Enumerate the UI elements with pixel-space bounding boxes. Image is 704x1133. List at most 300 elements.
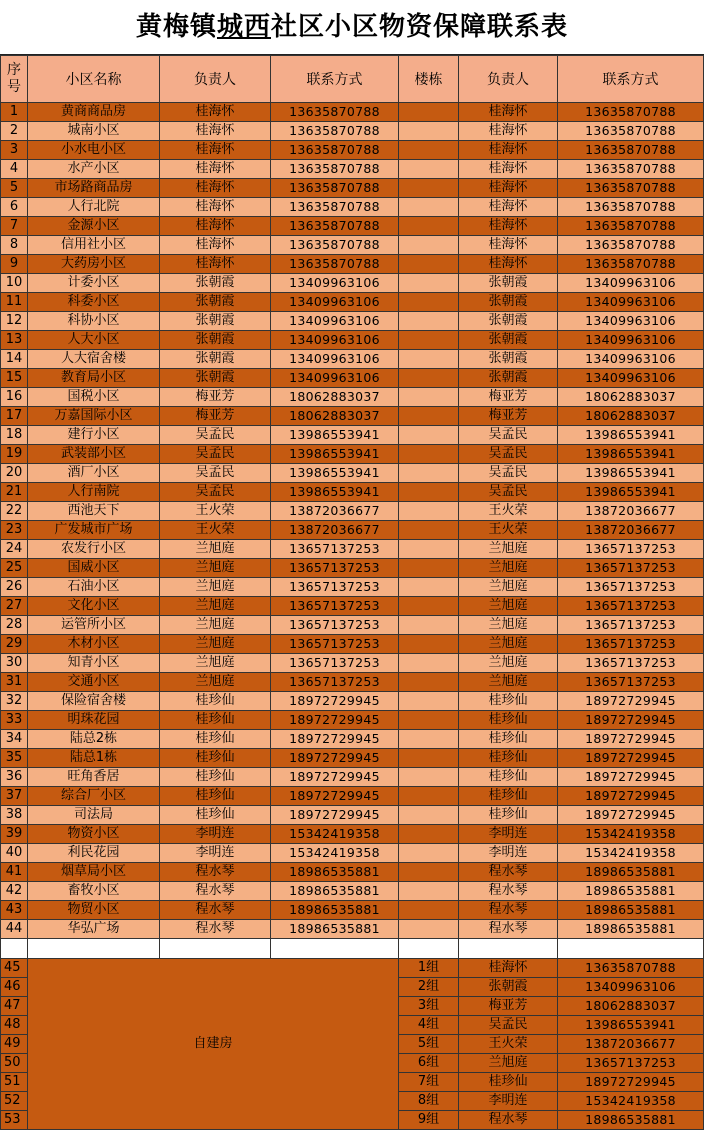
building bbox=[399, 407, 459, 426]
table-row bbox=[1, 141, 704, 160]
contact-phone: 13986553941 bbox=[271, 464, 399, 483]
row-number: 48 bbox=[1, 1016, 28, 1035]
building-person-in-charge: 张朝霞 bbox=[459, 274, 558, 293]
community-name: 陆总1栋 bbox=[28, 749, 160, 768]
contact-phone: 13409963106 bbox=[271, 274, 399, 293]
table-row bbox=[1, 901, 704, 920]
building-person-in-charge: 兰旭庭 bbox=[459, 540, 558, 559]
person-in-charge: 李明连 bbox=[160, 825, 271, 844]
building-contact-phone: 13657137253 bbox=[558, 635, 704, 654]
building bbox=[399, 483, 459, 502]
table-row bbox=[1, 426, 704, 445]
blank-cell bbox=[459, 939, 558, 959]
group-name: 4组 bbox=[399, 1016, 459, 1035]
community-name: 人大小区 bbox=[28, 331, 160, 350]
table-row bbox=[1, 749, 704, 768]
building-person-in-charge: 桂珍仙 bbox=[459, 768, 558, 787]
header-contact: 联系方式 bbox=[271, 56, 399, 103]
row-number: 25 bbox=[1, 559, 28, 578]
community-name: 石油小区 bbox=[28, 578, 160, 597]
row-number: 21 bbox=[1, 483, 28, 502]
building-contact-phone: 13635870788 bbox=[558, 122, 704, 141]
building bbox=[399, 635, 459, 654]
building-person-in-charge: 张朝霞 bbox=[459, 293, 558, 312]
contact-phone: 18986535881 bbox=[271, 863, 399, 882]
table-header-row bbox=[1, 56, 704, 103]
building-person-in-charge: 桂海怀 bbox=[459, 217, 558, 236]
person-in-charge: 桂珍仙 bbox=[160, 730, 271, 749]
community-name: 人行北院 bbox=[28, 198, 160, 217]
building bbox=[399, 445, 459, 464]
contact-phone: 18972729945 bbox=[271, 768, 399, 787]
building bbox=[399, 331, 459, 350]
row-number: 49 bbox=[1, 1035, 28, 1054]
row-number: 30 bbox=[1, 654, 28, 673]
community-name: 利民花园 bbox=[28, 844, 160, 863]
group-contact-phone: 13872036677 bbox=[558, 1035, 704, 1054]
building-contact-phone: 13635870788 bbox=[558, 179, 704, 198]
person-in-charge: 兰旭庭 bbox=[160, 578, 271, 597]
group-person-in-charge: 梅亚芳 bbox=[459, 997, 558, 1016]
community-name: 司法局 bbox=[28, 806, 160, 825]
building-contact-phone: 13657137253 bbox=[558, 559, 704, 578]
row-number: 27 bbox=[1, 597, 28, 616]
contact-phone: 13657137253 bbox=[271, 597, 399, 616]
table-row bbox=[1, 616, 704, 635]
table-row bbox=[1, 597, 704, 616]
table-row bbox=[1, 198, 704, 217]
contact-phone: 13409963106 bbox=[271, 331, 399, 350]
row-number: 34 bbox=[1, 730, 28, 749]
row-number: 40 bbox=[1, 844, 28, 863]
person-in-charge: 桂珍仙 bbox=[160, 768, 271, 787]
header-building: 楼栋 bbox=[399, 56, 459, 103]
building bbox=[399, 654, 459, 673]
header-contact2: 联系方式 bbox=[558, 56, 704, 103]
community-name: 运管所小区 bbox=[28, 616, 160, 635]
contact-phone: 13635870788 bbox=[271, 122, 399, 141]
building-contact-phone: 13872036677 bbox=[558, 521, 704, 540]
community-name: 教育局小区 bbox=[28, 369, 160, 388]
table-row bbox=[1, 825, 704, 844]
person-in-charge: 梅亚芳 bbox=[160, 388, 271, 407]
building-contact-phone: 13635870788 bbox=[558, 141, 704, 160]
building bbox=[399, 103, 459, 122]
building bbox=[399, 388, 459, 407]
building-contact-phone: 13409963106 bbox=[558, 350, 704, 369]
building bbox=[399, 255, 459, 274]
contact-phone: 13657137253 bbox=[271, 635, 399, 654]
building-person-in-charge: 张朝霞 bbox=[459, 331, 558, 350]
person-in-charge: 吴孟民 bbox=[160, 445, 271, 464]
building-contact-phone: 18062883037 bbox=[558, 407, 704, 426]
building bbox=[399, 141, 459, 160]
table-row bbox=[1, 635, 704, 654]
contact-phone: 15342419358 bbox=[271, 825, 399, 844]
group-person-in-charge: 王火荣 bbox=[459, 1035, 558, 1054]
building-contact-phone: 18972729945 bbox=[558, 711, 704, 730]
building-contact-phone: 13409963106 bbox=[558, 331, 704, 350]
building bbox=[399, 179, 459, 198]
building-person-in-charge: 桂珍仙 bbox=[459, 730, 558, 749]
row-number: 26 bbox=[1, 578, 28, 597]
table-row bbox=[1, 464, 704, 483]
contact-phone: 13635870788 bbox=[271, 141, 399, 160]
building-person-in-charge: 吴孟民 bbox=[459, 464, 558, 483]
building-contact-phone: 18972729945 bbox=[558, 730, 704, 749]
person-in-charge: 桂珍仙 bbox=[160, 749, 271, 768]
table-row bbox=[1, 521, 704, 540]
building-contact-phone: 13657137253 bbox=[558, 540, 704, 559]
person-in-charge: 王火荣 bbox=[160, 502, 271, 521]
header-person: 负责人 bbox=[160, 56, 271, 103]
community-name: 人大宿舍楼 bbox=[28, 350, 160, 369]
group-person-in-charge: 程水琴 bbox=[459, 1111, 558, 1130]
table-row bbox=[1, 369, 704, 388]
community-name: 小水电小区 bbox=[28, 141, 160, 160]
community-name: 水产小区 bbox=[28, 160, 160, 179]
building-contact-phone: 13657137253 bbox=[558, 654, 704, 673]
contact-phone: 18986535881 bbox=[271, 882, 399, 901]
building bbox=[399, 426, 459, 445]
community-name: 广发城市广场 bbox=[28, 521, 160, 540]
building-person-in-charge: 桂海怀 bbox=[459, 103, 558, 122]
table-row bbox=[1, 654, 704, 673]
community-name: 建行小区 bbox=[28, 426, 160, 445]
person-in-charge: 桂海怀 bbox=[160, 179, 271, 198]
building-contact-phone: 13635870788 bbox=[558, 255, 704, 274]
group-person-in-charge: 李明连 bbox=[459, 1092, 558, 1111]
building-contact-phone: 13986553941 bbox=[558, 483, 704, 502]
person-in-charge: 李明连 bbox=[160, 844, 271, 863]
building-person-in-charge: 李明连 bbox=[459, 825, 558, 844]
community-name: 国税小区 bbox=[28, 388, 160, 407]
person-in-charge: 桂海怀 bbox=[160, 217, 271, 236]
group-name: 7组 bbox=[399, 1073, 459, 1092]
contact-phone: 18972729945 bbox=[271, 749, 399, 768]
person-in-charge: 吴孟民 bbox=[160, 464, 271, 483]
contact-phone: 13657137253 bbox=[271, 540, 399, 559]
building-contact-phone: 13409963106 bbox=[558, 369, 704, 388]
community-name: 畜牧小区 bbox=[28, 882, 160, 901]
contact-phone: 13872036677 bbox=[271, 521, 399, 540]
table-row bbox=[1, 274, 704, 293]
building-contact-phone: 13986553941 bbox=[558, 464, 704, 483]
building-contact-phone: 13635870788 bbox=[558, 217, 704, 236]
contact-phone: 13635870788 bbox=[271, 255, 399, 274]
building-person-in-charge: 桂海怀 bbox=[459, 160, 558, 179]
table-row bbox=[1, 692, 704, 711]
row-number: 31 bbox=[1, 673, 28, 692]
person-in-charge: 桂海怀 bbox=[160, 122, 271, 141]
row-number: 11 bbox=[1, 293, 28, 312]
table-row bbox=[1, 863, 704, 882]
blank-cell bbox=[160, 939, 271, 959]
row-number: 1 bbox=[1, 103, 28, 122]
building-person-in-charge: 程水琴 bbox=[459, 882, 558, 901]
person-in-charge: 张朝霞 bbox=[160, 312, 271, 331]
building-person-in-charge: 桂珍仙 bbox=[459, 749, 558, 768]
person-in-charge: 程水琴 bbox=[160, 901, 271, 920]
contact-phone: 13657137253 bbox=[271, 616, 399, 635]
row-number: 37 bbox=[1, 787, 28, 806]
row-number: 43 bbox=[1, 901, 28, 920]
community-name: 市场路商品房 bbox=[28, 179, 160, 198]
building-person-in-charge: 桂海怀 bbox=[459, 236, 558, 255]
building-person-in-charge: 桂海怀 bbox=[459, 141, 558, 160]
community-name: 木材小区 bbox=[28, 635, 160, 654]
row-number: 28 bbox=[1, 616, 28, 635]
blank-cell bbox=[271, 939, 399, 959]
community-name: 科委小区 bbox=[28, 293, 160, 312]
row-number: 16 bbox=[1, 388, 28, 407]
person-in-charge: 吴孟民 bbox=[160, 483, 271, 502]
row-number: 50 bbox=[1, 1054, 28, 1073]
building-contact-phone: 15342419358 bbox=[558, 844, 704, 863]
person-in-charge: 桂珍仙 bbox=[160, 711, 271, 730]
row-number: 46 bbox=[1, 978, 28, 997]
building bbox=[399, 901, 459, 920]
building-contact-phone: 13409963106 bbox=[558, 274, 704, 293]
community-name: 酒厂小区 bbox=[28, 464, 160, 483]
row-number: 18 bbox=[1, 426, 28, 445]
row-number: 35 bbox=[1, 749, 28, 768]
building-person-in-charge: 兰旭庭 bbox=[459, 597, 558, 616]
person-in-charge: 桂珍仙 bbox=[160, 787, 271, 806]
community-name: 西池天下 bbox=[28, 502, 160, 521]
row-number: 4 bbox=[1, 160, 28, 179]
building-person-in-charge: 王火荣 bbox=[459, 502, 558, 521]
building bbox=[399, 749, 459, 768]
building bbox=[399, 711, 459, 730]
row-number: 20 bbox=[1, 464, 28, 483]
community-name: 万嘉国际小区 bbox=[28, 407, 160, 426]
community-name: 农发行小区 bbox=[28, 540, 160, 559]
contact-phone: 13635870788 bbox=[271, 236, 399, 255]
person-in-charge: 桂海怀 bbox=[160, 141, 271, 160]
building bbox=[399, 806, 459, 825]
row-number: 19 bbox=[1, 445, 28, 464]
person-in-charge: 张朝霞 bbox=[160, 274, 271, 293]
contact-phone: 13409963106 bbox=[271, 293, 399, 312]
building bbox=[399, 293, 459, 312]
contact-phone: 18972729945 bbox=[271, 787, 399, 806]
building bbox=[399, 920, 459, 939]
group-name: 1组 bbox=[399, 959, 459, 978]
table-row bbox=[1, 730, 704, 749]
group-person-in-charge: 张朝霞 bbox=[459, 978, 558, 997]
person-in-charge: 梅亚芳 bbox=[160, 407, 271, 426]
contact-phone: 13986553941 bbox=[271, 483, 399, 502]
table-row bbox=[1, 540, 704, 559]
contact-phone: 13657137253 bbox=[271, 559, 399, 578]
building bbox=[399, 768, 459, 787]
building bbox=[399, 274, 459, 293]
contact-phone: 13986553941 bbox=[271, 426, 399, 445]
contact-phone: 13635870788 bbox=[271, 160, 399, 179]
person-in-charge: 程水琴 bbox=[160, 882, 271, 901]
building bbox=[399, 236, 459, 255]
table-row bbox=[1, 920, 704, 939]
contact-phone: 13409963106 bbox=[271, 350, 399, 369]
contact-phone: 13986553941 bbox=[271, 445, 399, 464]
table-row bbox=[1, 882, 704, 901]
building bbox=[399, 540, 459, 559]
community-name: 武装部小区 bbox=[28, 445, 160, 464]
group-person-in-charge: 兰旭庭 bbox=[459, 1054, 558, 1073]
group-contact-phone: 18972729945 bbox=[558, 1073, 704, 1092]
table-row bbox=[1, 711, 704, 730]
community-name: 陆总2栋 bbox=[28, 730, 160, 749]
contact-phone: 18972729945 bbox=[271, 692, 399, 711]
group-name: 6组 bbox=[399, 1054, 459, 1073]
building bbox=[399, 730, 459, 749]
building bbox=[399, 844, 459, 863]
contact-phone: 18972729945 bbox=[271, 806, 399, 825]
building-person-in-charge: 程水琴 bbox=[459, 863, 558, 882]
community-name: 物贸小区 bbox=[28, 901, 160, 920]
building-person-in-charge: 吴孟民 bbox=[459, 445, 558, 464]
building-person-in-charge: 兰旭庭 bbox=[459, 559, 558, 578]
group-contact-phone: 13657137253 bbox=[558, 1054, 704, 1073]
building bbox=[399, 882, 459, 901]
building bbox=[399, 369, 459, 388]
building-contact-phone: 13409963106 bbox=[558, 293, 704, 312]
person-in-charge: 王火荣 bbox=[160, 521, 271, 540]
blank-cell bbox=[1, 939, 28, 959]
building bbox=[399, 825, 459, 844]
building-person-in-charge: 吴孟民 bbox=[459, 426, 558, 445]
contact-phone: 18986535881 bbox=[271, 901, 399, 920]
person-in-charge: 程水琴 bbox=[160, 920, 271, 939]
row-number: 13 bbox=[1, 331, 28, 350]
contact-phone: 18972729945 bbox=[271, 730, 399, 749]
group-person-in-charge: 桂珍仙 bbox=[459, 1073, 558, 1092]
title-community-name: 城西 bbox=[216, 12, 271, 42]
building-person-in-charge: 桂海怀 bbox=[459, 198, 558, 217]
building bbox=[399, 787, 459, 806]
blank-cell bbox=[558, 939, 704, 959]
community-name: 国威小区 bbox=[28, 559, 160, 578]
contact-table bbox=[0, 55, 704, 1130]
table-row bbox=[1, 179, 704, 198]
group-contact-phone: 13409963106 bbox=[558, 978, 704, 997]
community-name: 保险宿舍楼 bbox=[28, 692, 160, 711]
table-row bbox=[1, 502, 704, 521]
table-row bbox=[1, 578, 704, 597]
group-contact-phone: 15342419358 bbox=[558, 1092, 704, 1111]
table-row bbox=[1, 331, 704, 350]
community-name: 信用社小区 bbox=[28, 236, 160, 255]
group-name: 9组 bbox=[399, 1111, 459, 1130]
self-built-row bbox=[1, 959, 704, 978]
building bbox=[399, 559, 459, 578]
row-number: 53 bbox=[1, 1111, 28, 1130]
blank-cell bbox=[399, 939, 459, 959]
row-number: 38 bbox=[1, 806, 28, 825]
building-person-in-charge: 兰旭庭 bbox=[459, 654, 558, 673]
table-row bbox=[1, 103, 704, 122]
building bbox=[399, 122, 459, 141]
row-number: 33 bbox=[1, 711, 28, 730]
building-contact-phone: 18986535881 bbox=[558, 901, 704, 920]
group-name: 2组 bbox=[399, 978, 459, 997]
table-row bbox=[1, 122, 704, 141]
building-person-in-charge: 桂珍仙 bbox=[459, 692, 558, 711]
row-number: 8 bbox=[1, 236, 28, 255]
building-contact-phone: 18972729945 bbox=[558, 787, 704, 806]
contact-phone: 13657137253 bbox=[271, 578, 399, 597]
building-contact-phone: 13986553941 bbox=[558, 426, 704, 445]
table-row bbox=[1, 768, 704, 787]
row-number: 5 bbox=[1, 179, 28, 198]
building-contact-phone: 15342419358 bbox=[558, 825, 704, 844]
contact-phone: 13657137253 bbox=[271, 673, 399, 692]
building bbox=[399, 863, 459, 882]
contact-phone: 13635870788 bbox=[271, 179, 399, 198]
person-in-charge: 兰旭庭 bbox=[160, 673, 271, 692]
community-name: 金源小区 bbox=[28, 217, 160, 236]
contact-phone: 13635870788 bbox=[271, 217, 399, 236]
building bbox=[399, 502, 459, 521]
row-number: 15 bbox=[1, 369, 28, 388]
row-number: 29 bbox=[1, 635, 28, 654]
table-row bbox=[1, 844, 704, 863]
community-name: 华弘广场 bbox=[28, 920, 160, 939]
building-person-in-charge: 桂珍仙 bbox=[459, 711, 558, 730]
building-person-in-charge: 梅亚芳 bbox=[459, 407, 558, 426]
header-person2: 负责人 bbox=[459, 56, 558, 103]
contact-phone: 18062883037 bbox=[271, 407, 399, 426]
building bbox=[399, 616, 459, 635]
person-in-charge: 张朝霞 bbox=[160, 350, 271, 369]
building-person-in-charge: 张朝霞 bbox=[459, 369, 558, 388]
self-built-label: 自建房 bbox=[28, 959, 399, 1130]
row-number: 32 bbox=[1, 692, 28, 711]
contact-phone: 13657137253 bbox=[271, 654, 399, 673]
row-number: 7 bbox=[1, 217, 28, 236]
row-number: 22 bbox=[1, 502, 28, 521]
building-contact-phone: 13657137253 bbox=[558, 597, 704, 616]
community-name: 文化小区 bbox=[28, 597, 160, 616]
row-number: 12 bbox=[1, 312, 28, 331]
table-row bbox=[1, 236, 704, 255]
table-row bbox=[1, 388, 704, 407]
person-in-charge: 兰旭庭 bbox=[160, 540, 271, 559]
building bbox=[399, 692, 459, 711]
row-number: 52 bbox=[1, 1092, 28, 1111]
building-person-in-charge: 兰旭庭 bbox=[459, 673, 558, 692]
contact-phone: 13409963106 bbox=[271, 312, 399, 331]
row-number: 23 bbox=[1, 521, 28, 540]
group-name: 8组 bbox=[399, 1092, 459, 1111]
building-person-in-charge: 兰旭庭 bbox=[459, 616, 558, 635]
table-row bbox=[1, 673, 704, 692]
building-contact-phone: 18972729945 bbox=[558, 692, 704, 711]
building-person-in-charge: 桂海怀 bbox=[459, 179, 558, 198]
title-community: 社区 bbox=[271, 12, 326, 42]
row-number: 2 bbox=[1, 122, 28, 141]
table-row bbox=[1, 350, 704, 369]
person-in-charge: 兰旭庭 bbox=[160, 597, 271, 616]
table-row bbox=[1, 160, 704, 179]
person-in-charge: 桂珍仙 bbox=[160, 806, 271, 825]
community-name: 大药房小区 bbox=[28, 255, 160, 274]
table-row bbox=[1, 483, 704, 502]
row-number: 51 bbox=[1, 1073, 28, 1092]
row-number: 17 bbox=[1, 407, 28, 426]
table-row bbox=[1, 806, 704, 825]
